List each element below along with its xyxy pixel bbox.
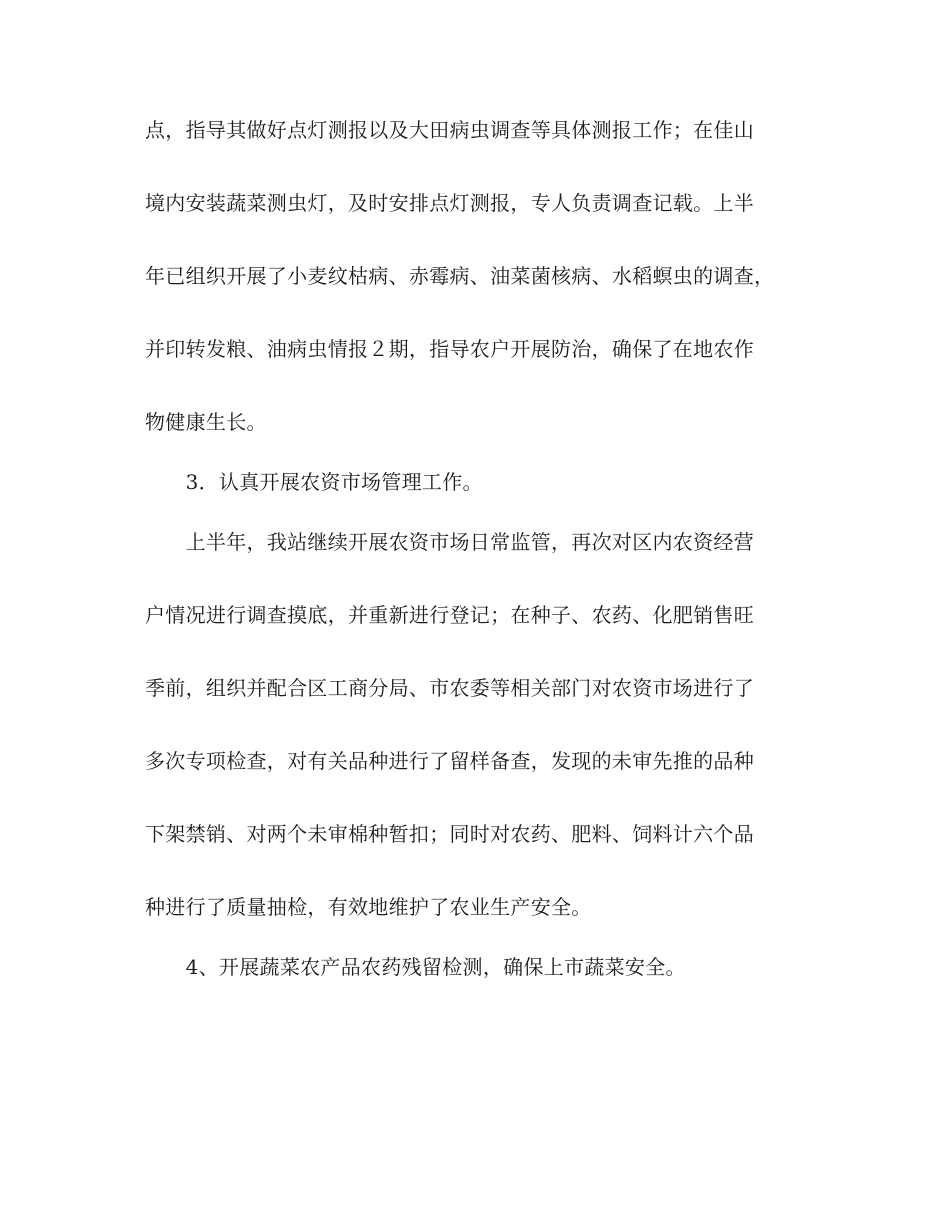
- section-heading-4: 4、开展蔬菜农产品农药残留检测，确保上市蔬菜安全。: [145, 955, 686, 979]
- text-line: 下架禁销、对两个未审棉种暂扣；同时对农药、肥料、饲料计六个品: [145, 822, 754, 846]
- text-line: 上半年，我站继续开展农资市场日常监管，再次对区内农资经营: [145, 530, 754, 554]
- text-line: 年已组织开展了小麦纹枯病、赤霉病、油菜菌核病、水稻螟虫的调查，: [145, 264, 775, 288]
- text-line: 并印转发粮、油病虫情报２期，指导农户开展防治，确保了在地农作: [145, 337, 754, 361]
- text-line: 点，指导其做好点灯测报以及大田病虫调查等具体测报工作；在佳山: [145, 118, 754, 142]
- text-line: 境内安装蔬菜测虫灯，及时安排点灯测报，专人负责调查记载。上半: [145, 191, 754, 215]
- document-body: [145, 118, 815, 979]
- text-line: 物健康生长。: [145, 410, 267, 434]
- section-heading-3: 3．认真开展农资市场管理工作。: [145, 470, 483, 494]
- text-line: 季前，组织并配合区工商分局、市农委等相关部门对农资市场进行了: [145, 676, 754, 700]
- text-line: 多次专项检查，对有关品种进行了留样备查，发现的未审先推的品种: [145, 749, 754, 773]
- text-line: 种进行了质量抽检，有效地维护了农业生产安全。: [145, 895, 592, 919]
- text-line: 户情况进行调查摸底，并重新进行登记；在种子、农药、化肥销售旺: [145, 603, 754, 627]
